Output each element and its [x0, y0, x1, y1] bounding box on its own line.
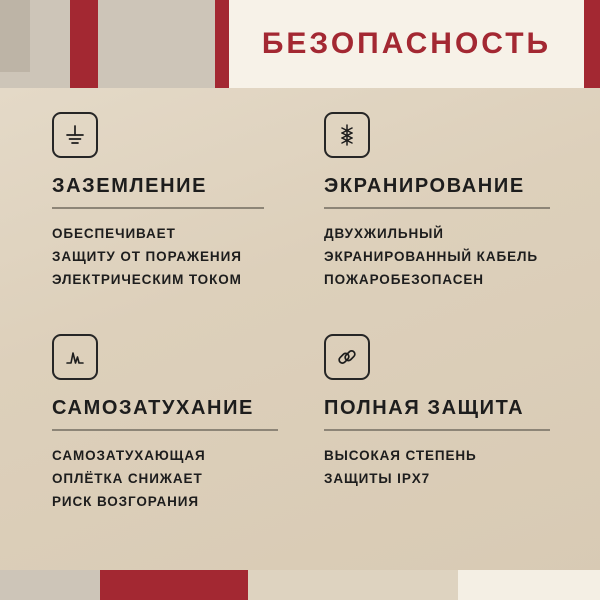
title-rule: [324, 429, 550, 431]
feature-description-line: ЗАЩИТЫ IPX7: [324, 470, 431, 486]
title-plate: [229, 0, 584, 88]
feature-description: [324, 222, 562, 292]
footer-band: [0, 570, 600, 600]
chain-link-icon: [324, 334, 370, 380]
feature-description: [52, 444, 324, 514]
feature-card-full-protection: [324, 334, 562, 514]
header-band-red-accent: [70, 0, 98, 88]
feature-card-shielding: [324, 112, 562, 292]
feature-description-line: САМОЗАТУХАЮЩАЯ: [52, 447, 206, 463]
footer-band-white: [458, 570, 600, 600]
header-band-grey-dark: [0, 0, 30, 72]
feature-title: ЗАЗЕМЛЕНИЕ: [52, 175, 208, 197]
header-band-red-strip: [215, 0, 229, 88]
feature-title: ПОЛНАЯ ЗАЩИТА: [324, 396, 525, 419]
grounding-icon: [52, 112, 98, 158]
header-band-grey: [0, 0, 215, 88]
footer-band-cream: [248, 570, 458, 600]
shielding-mesh-icon: [324, 112, 370, 158]
feature-description-line: РИСК ВОЗГОРАНИЯ: [52, 494, 200, 510]
feature-description: [52, 222, 324, 292]
feature-description-line: ЭКРАНИРОВАННЫЙ КАБЕЛЬ: [324, 249, 538, 265]
feature-description-line: ЗАЩИТУ ОТ ПОРАЖЕНИЯ: [52, 249, 242, 265]
feature-description-line: ОБЕСПЕЧИВАЕТ: [52, 226, 176, 241]
page-title: БЕЗОПАСНОСТЬ: [261, 27, 552, 60]
feature-description-line: ПОЖАРОБЕЗОПАСЕН: [324, 272, 484, 288]
feature-description-line: ОПЛЁТКА СНИЖАЕТ: [52, 470, 203, 486]
feature-grid: [52, 112, 562, 513]
title-rule: [52, 207, 264, 209]
feature-description: [324, 444, 562, 490]
title-rule: [52, 429, 278, 431]
header-band: [0, 0, 600, 88]
flame-extinguish-icon: [52, 334, 98, 380]
footer-band-red: [100, 570, 248, 600]
feature-card-self-extinguishing: [52, 334, 324, 514]
feature-title: ЭКРАНИРОВАНИЕ: [324, 175, 525, 197]
header-band-right-red: [584, 0, 600, 88]
footer-band-grey: [0, 570, 100, 600]
feature-description-line: ДВУХЖИЛЬНЫЙ: [324, 226, 444, 241]
feature-description-line: ЭЛЕКТРИЧЕСКИМ ТОКОМ: [52, 272, 242, 288]
feature-card-grounding: [52, 112, 324, 292]
feature-title: САМОЗАТУХАНИЕ: [52, 396, 254, 419]
title-rule: [324, 207, 550, 209]
feature-description-line: ВЫСОКАЯ СТЕПЕНЬ: [324, 447, 477, 463]
